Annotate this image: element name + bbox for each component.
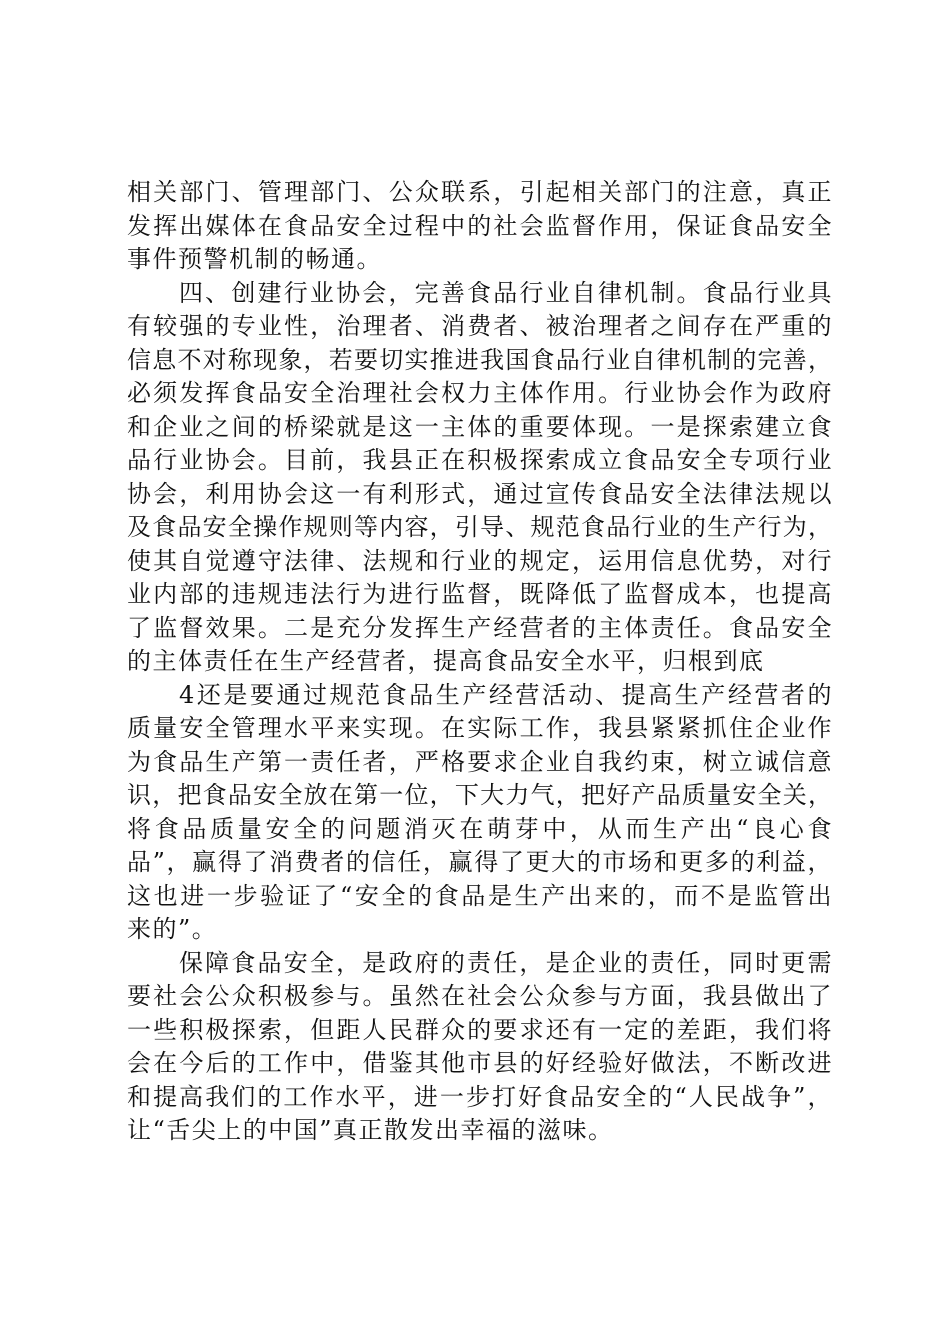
text-line: 保障食品安全，是政府的责任，是企业的责任，同时更需	[179, 948, 833, 977]
text-line: 识，把食品安全放在第一位，下大力气，把好产品质量安全关，	[127, 781, 833, 809]
text-line: 品行业协会。目前，我县正在积极探索成立食品安全专项行业	[127, 446, 833, 474]
text-line: 将食品质量安全的问题消灭在萌芽中，从而生产出“良心食	[127, 814, 833, 843]
text-line: 必须发挥食品安全治理社会权力主体作用。行业协会作为政府	[127, 379, 833, 407]
text-line: 四、创建行业协会，完善食品行业自律机制。食品行业具	[179, 278, 833, 307]
text-line: 事件预警机制的畅通。	[127, 245, 382, 273]
text-line: 会在今后的工作中，借鉴其他市县的好经验好做法，不断改进	[127, 1049, 833, 1077]
text-line: 和提高我们的工作水平，进一步打好食品安全的“人民战争”，	[127, 1082, 833, 1111]
text-line: 业内部的违规违法行为进行监督，既降低了监督成本，也提高	[127, 580, 833, 608]
text-line: 品”，赢得了消费者的信任，赢得了更大的市场和更多的利益，	[127, 848, 833, 876]
text-line: 质量安全管理水平来实现。在实际工作，我县紧紧抓住企业作	[127, 714, 833, 742]
text-line: 发挥出媒体在食品安全过程中的社会监督作用，保证食品安全	[127, 211, 833, 240]
text-line: 使其自觉遵守法律、法规和行业的规定，运用信息优势，对行	[127, 546, 833, 575]
text-line: 这也进一步验证了“安全的食品是生产出来的，而不是监管出	[127, 881, 833, 910]
text-line: 一些积极探索，但距人民群众的要求还有一定的差距，我们将	[127, 1015, 833, 1044]
text-line: 让“舌尖上的中国”真正散发出幸福的滋味。	[127, 1116, 614, 1144]
text-line: 相关部门、管理部门、公众联系，引起相关部门的注意，真正	[127, 178, 833, 206]
text-line: 及食品安全操作规则等内容，引导、规范食品行业的生产行为，	[127, 513, 833, 541]
body-text	[127, 176, 833, 1148]
text-line: 和企业之间的桥梁就是这一主体的重要体现。一是探索建立食	[127, 412, 833, 441]
text-line: 4还是要通过规范食品生产经营活动、提高生产经营者的	[179, 680, 833, 709]
text-line: 为食品生产第一责任者，严格要求企业自我约束，树立诚信意	[127, 747, 833, 776]
text-line: 协会，利用协会这一有利形式，通过宣传食品安全法律法规以	[127, 479, 833, 508]
text-line: 有较强的专业性，治理者、消费者、被治理者之间存在严重的	[127, 312, 833, 340]
text-line: 来的”。	[127, 915, 218, 943]
text-line: 的主体责任在生产经营者，提高食品安全水平，归根到底	[127, 647, 765, 675]
text-line: 了监督效果。二是充分发挥生产经营者的主体责任。食品安全	[127, 613, 833, 642]
text-line: 信息不对称现象，若要切实推进我国食品行业自律机制的完善，	[127, 345, 833, 374]
text-line: 要社会公众积极参与。虽然在社会公众参与方面，我县做出了	[127, 982, 833, 1010]
